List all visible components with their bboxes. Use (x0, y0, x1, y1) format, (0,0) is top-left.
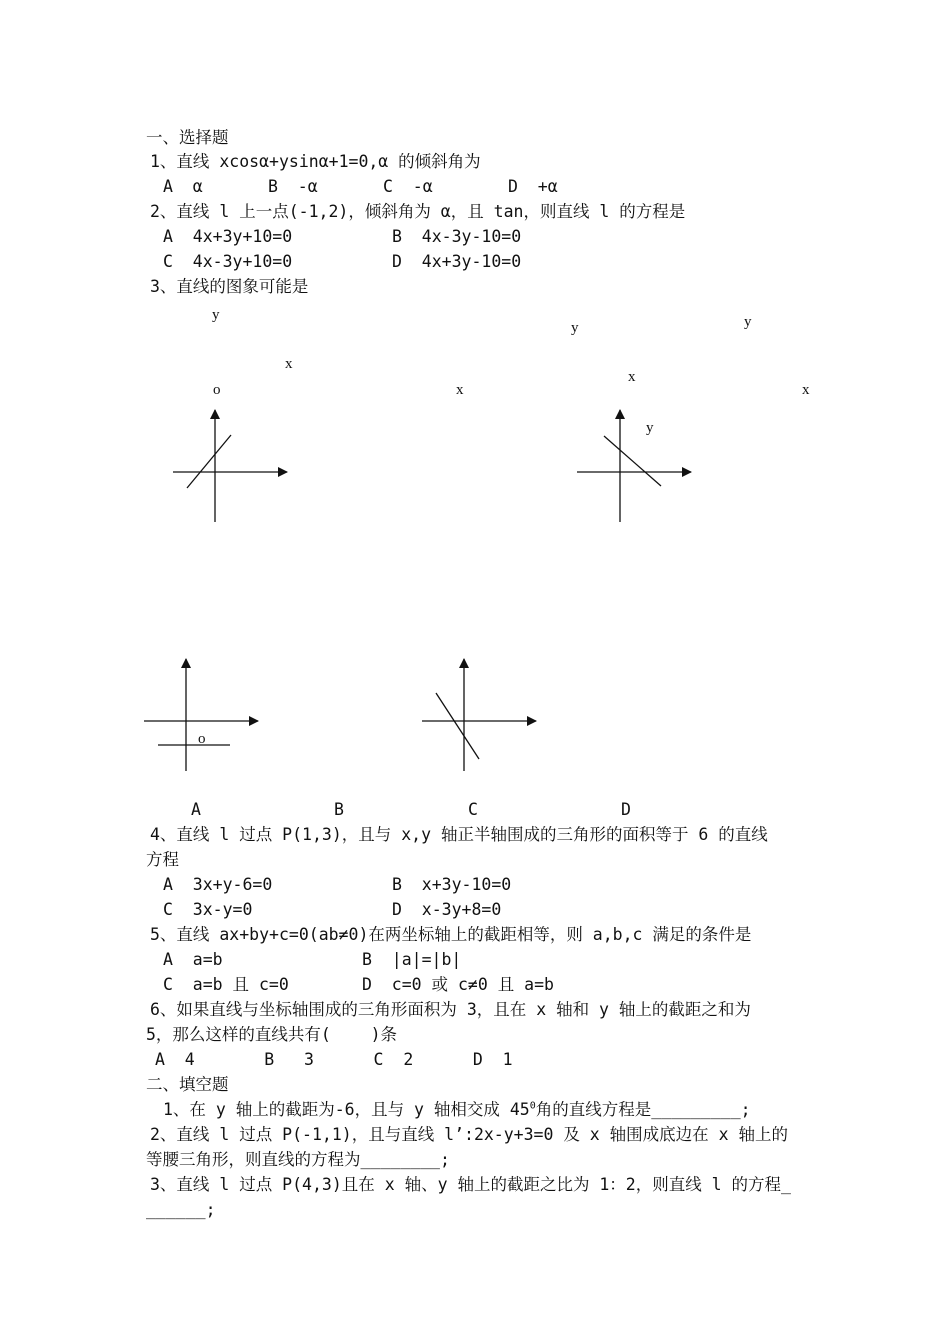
q3-choice-c: C (468, 800, 478, 819)
q4-option-d: D x-3y+8=0 (392, 900, 502, 919)
q6-stem-line1: 6、如果直线与坐标轴围成的三角形面积为 3，且在 x 轴和 y 轴上的截距之和为 (150, 1000, 751, 1019)
graph-label-y1: y (212, 307, 220, 323)
q5-stem: 5、直线 ax+by+c=0(ab≠0)在两坐标轴上的截距相等，则 a,b,c 满足的条件是 (150, 925, 752, 944)
f3-line2: ______; (146, 1200, 216, 1219)
graph-label-x1: x (285, 356, 293, 372)
q4-option-a: A 3x+y-6=0 (163, 875, 273, 894)
q5-option-b: B |a|=|b| (362, 950, 462, 969)
f1-text-after: 角的直线方程是_________; (535, 1100, 751, 1119)
graph-label-y4: y (646, 420, 654, 436)
graph-label-o2: o (198, 731, 206, 747)
q5-option-a: A a=b (163, 950, 223, 969)
f1-text-before: 1、在 y 轴上的截距为-6，且与 y 轴相交成 45 (163, 1100, 530, 1119)
q1-option-b: B -α (268, 177, 318, 196)
q1-stem: 1、直线 xcosα+ysinα+1=0,α 的倾斜角为 (150, 152, 481, 171)
q4-stem-line1: 4、直线 l 过点 P(1,3)，且与 x,y 轴正半轴围成的三角形的面积等于 6 的直线 (150, 825, 768, 844)
q1-option-d: D +α (508, 177, 558, 196)
q3-choice-b: B (334, 800, 344, 819)
f2-line2: 等腰三角形，则直线的方程为________; (146, 1150, 450, 1169)
graph-c (144, 659, 258, 771)
q6-stem-line2: 5，那么这样的直线共有( )条 (146, 1025, 398, 1044)
q2-option-d: D 4x+3y-10=0 (392, 252, 522, 271)
q4-option-b: B x+3y-10=0 (392, 875, 512, 894)
graph-label-o1: o (213, 382, 221, 398)
q2-stem: 2、直线 l 上一点(-1,2)，倾斜角为 α，且 tan，则直线 l 的方程是 (150, 202, 686, 221)
q4-stem-line2: 方程 (146, 850, 179, 869)
section-title-fill-blank: 二、填空题 (146, 1075, 229, 1094)
section-title-choice: 一、选择题 (146, 128, 229, 147)
graph-label-x4: x (802, 382, 810, 398)
q3-choice-d: D (621, 800, 631, 819)
q3-choice-a: A (191, 800, 201, 819)
q3-stem: 3、直线的图象可能是 (150, 277, 309, 296)
q2-option-a: A 4x+3y+10=0 (163, 227, 293, 246)
graph-d (422, 659, 536, 771)
f1-degree-sup: 0 (529, 1100, 536, 1112)
graph-label-x2: x (456, 382, 464, 398)
f1-question (163, 1100, 751, 1120)
f2-line1: 2、直线 l 过点 P(-1,1)，且与直线 l’:2x-y+3=0 及 x 轴围成底边在 x 轴上的 (150, 1125, 788, 1144)
graph-label-y2: y (571, 320, 579, 336)
q5-option-c: C a=b 且 c=0 (163, 975, 289, 994)
q4-option-c: C 3x-y=0 (163, 900, 253, 919)
graph-a (173, 410, 287, 522)
q6-options: A 4 B 3 C 2 D 1 (155, 1050, 513, 1069)
graph-label-y3: y (744, 314, 752, 330)
graph-label-x3: x (628, 369, 636, 385)
q1-option-c: C -α (383, 177, 433, 196)
q1-option-a: A α (163, 177, 203, 196)
q2-option-b: B 4x-3y-10=0 (392, 227, 522, 246)
f3-line1: 3、直线 l 过点 P(4,3)且在 x 轴、y 轴上的截距之比为 1：2，则直线 l 的方程_ (150, 1175, 791, 1194)
q2-option-c: C 4x-3y+10=0 (163, 252, 293, 271)
graph-b (577, 410, 691, 522)
q5-option-d: D c=0 或 c≠0 且 a=b (362, 975, 554, 994)
